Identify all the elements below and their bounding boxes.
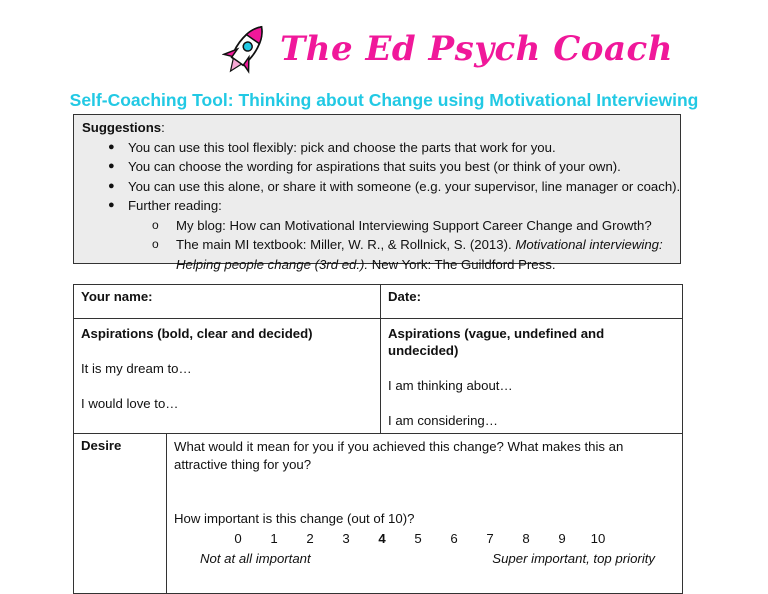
bold-prompt-dream: It is my dream to…	[81, 361, 192, 376]
scale-option-10[interactable]: 10	[590, 531, 606, 546]
reading-textbook: o The main MI textbook: Miller, W. R., & Rollnick, S. (2013). Motivational interviewing: Helping people change (3rd ed.). New York: The Guildford Press.	[152, 237, 663, 272]
scale-option-1[interactable]: 1	[270, 531, 278, 546]
bullet-icon: ●	[108, 179, 115, 192]
bullet-icon: ●	[108, 199, 115, 211]
suggestions-heading: Suggestions:	[82, 120, 165, 135]
list-item: ● You can choose the wording for aspirations that suits you best (or think of your own).	[128, 157, 672, 177]
scale-option-6[interactable]: 6	[450, 531, 458, 546]
rocket-icon	[222, 20, 270, 78]
scale-option-8[interactable]: 8	[522, 531, 530, 546]
desire-field[interactable]	[167, 434, 683, 594]
reading-blog-link[interactable]: o My blog: How can Motivational Interviewing Support Career Change and Growth?	[176, 216, 672, 236]
document-title: Self-Coaching Tool: Thinking about Change using Motivational Interviewing	[69, 90, 699, 110]
scale-option-7[interactable]: 7	[486, 531, 494, 546]
name-field[interactable]	[74, 285, 381, 319]
name-label: Your name:	[81, 289, 153, 304]
desire-label: Desire	[81, 438, 122, 453]
list-item: ● You can use this alone, or share it with someone (e.g. your supervisor, line manager or coach).	[128, 177, 672, 197]
vague-prompt-thinking: I am thinking about…	[388, 378, 513, 393]
date-field[interactable]	[381, 285, 683, 319]
brand-name: The Ed Psych Coach	[280, 29, 673, 69]
scale-option-4[interactable]: 4	[378, 531, 386, 546]
scale-high-label: Super important, top priority	[492, 551, 656, 566]
self-coaching-form	[73, 284, 683, 594]
scale-labels	[174, 550, 675, 568]
circle-bullet-icon: o	[152, 237, 159, 251]
scale-option-0[interactable]: 0	[234, 531, 242, 546]
bold-aspirations-field[interactable]	[74, 319, 381, 434]
desire-question: What would it mean for you if you achieved this change? What makes this an attractive thing for you?	[174, 439, 624, 472]
list-item: ● Further reading: o My blog: How can Motivational Interviewing Support Career Change and Growth? o The main MI textbook: Miller, W. R., & Rollnick, S. (2013). Motivational interviewing: Helping people change (3rd ed.). New York: The Guildford Press.	[128, 196, 672, 274]
bullet-icon: ●	[108, 140, 115, 153]
bold-prompt-love: I would love to…	[81, 396, 179, 411]
scale-option-9[interactable]: 9	[558, 531, 566, 546]
vague-prompt-considering: I am considering…	[388, 413, 498, 428]
scale-option-2[interactable]: 2	[306, 531, 314, 546]
brand-logo	[0, 18, 768, 80]
vague-aspirations-field[interactable]	[381, 319, 683, 434]
bold-aspirations-heading: Aspirations (bold, clear and decided)	[81, 326, 313, 341]
scale-option-5[interactable]: 5	[414, 531, 422, 546]
desire-label-cell	[74, 434, 167, 594]
reading-list	[128, 216, 672, 275]
list-item: ● You can use this tool flexibly: pick and choose the parts that work for you.	[128, 138, 672, 158]
suggestions-list	[82, 138, 681, 275]
importance-scale[interactable]	[228, 530, 608, 548]
suggestions-box	[73, 114, 681, 272]
importance-question: How important is this change (out of 10)?	[174, 511, 415, 526]
scale-low-label: Not at all important	[200, 551, 311, 566]
circle-bullet-icon: o	[152, 217, 159, 232]
bullet-icon: ●	[108, 160, 115, 172]
scale-option-3[interactable]: 3	[342, 531, 350, 546]
vague-aspirations-heading: Aspirations (vague, undefined and undecided)	[388, 326, 605, 358]
date-label: Date:	[388, 289, 421, 304]
